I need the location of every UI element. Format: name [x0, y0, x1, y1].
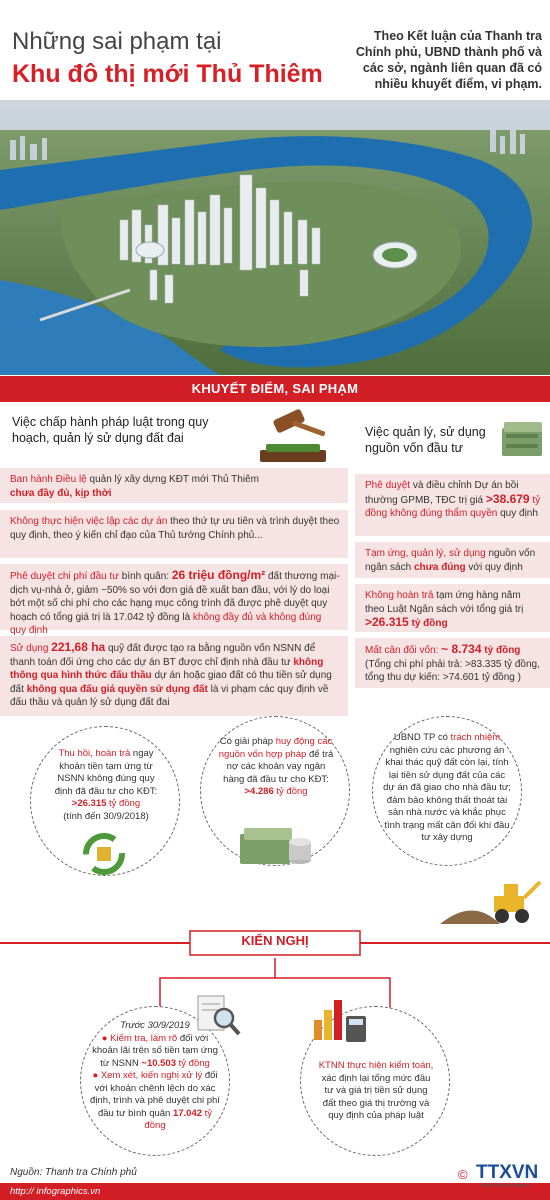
footer-url: http:// infographics.vn	[10, 1186, 101, 1197]
recommend-unit: tỷ đồng	[176, 1057, 210, 1069]
item-highlight: chưa đúng	[413, 561, 466, 573]
header	[0, 0, 550, 100]
left-column-title: Việc chấp hành pháp luật trong quy hoạch, quản lý sử dụng đất đai	[12, 415, 209, 445]
copyright-symbol: ©	[458, 1167, 468, 1182]
item-highlight: không thông qua hình thức đấu thầu	[10, 656, 324, 681]
hero-aerial-image	[0, 100, 550, 375]
item-highlight: Mất cân đối vốn:	[365, 645, 442, 656]
item-text: là vi phạm các quy định về đấu thầu và quản lý sử dụng đất đai	[10, 683, 329, 708]
logo-subtext: Vietnam News Agency	[480, 1183, 530, 1189]
circle-highlight: trách nhiệm	[450, 732, 501, 743]
item-text: quy định	[497, 508, 538, 519]
item-text: (Tổng chi phí phải trả: >83.335 tỷ đồng, tổng thu dự kiến: >74.601 tỷ đồng )	[365, 658, 540, 683]
recommend-text-1: Trước 30/9/2019 ● Kiểm tra, làm rõ đối với khoản lãi trên số tiền tạm ứng từ NSNN ~10.503 tỷ đồng ● Xem xét, kiến nghị xử lý đối với khoản chênh lệch do xác định, trình và phê duyệt chi phí đầu tư bình quân 17.042 tỷ đồng	[90, 1020, 220, 1131]
item-highlight: tỷ đồng không đúng thẩm quyền	[365, 494, 541, 519]
capital-item-1	[355, 474, 550, 536]
recommend-value: 17.042	[172, 1107, 203, 1119]
aerial-city-illustration	[0, 100, 550, 375]
remedy-text-2	[217, 736, 335, 799]
item-highlight: Không thực hiện việc lập các dự án	[10, 516, 168, 527]
item-highlight: Ban hành Điều lệ	[10, 474, 87, 485]
item-text: và điều chỉnh Dự án bồi thường GPMB, TĐC trị giá	[365, 480, 519, 506]
item-highlight: Phê duyệt chi phí đầu tư	[10, 571, 119, 582]
item-highlight: tỷ đồng	[481, 645, 521, 656]
capital-item-2	[355, 542, 550, 578]
recommend-highlight: KTNN thực hiện kiểm toán	[318, 1060, 431, 1071]
circle-highlight: Thu hồi, hoàn trả	[58, 748, 131, 759]
item-value: >26.315	[365, 615, 409, 629]
capital-item-4	[355, 638, 550, 688]
item-highlight: Sử dụng	[10, 643, 52, 654]
deadline-date: Trước 30/9/2019	[120, 1020, 190, 1031]
source-text: Nguồn: Thanh tra Chính phủ	[10, 1167, 137, 1178]
recommend-highlight: Xem xét, kiến nghị xử lý	[100, 1070, 203, 1081]
remedy-text-3	[382, 732, 512, 845]
item-highlight: Tạm ứng, quản lý, sử dụng	[365, 548, 486, 559]
page-title-line2: Khu đô thị mới Thủ Thiêm	[12, 60, 323, 88]
item-text: tạm ứng hàng năm theo Luật Ngân sách với tổng giá trị	[365, 590, 524, 615]
refund-arrows-icon	[82, 832, 126, 876]
item-value: 26 triệu đồng/m²	[171, 568, 266, 582]
item-text: quỹ đất được tạo ra bằng nguồn vốn NSNN để thanh toán đối ứng cho các dự án BT được chỉ định nhà đầu tư	[10, 643, 316, 668]
circle-note: (tính đến 30/9/2018)	[63, 810, 149, 822]
ttxvn-logo	[458, 1162, 544, 1196]
item-text: đất thương mại-dịch vụ-nhà ở, giảm ~50% so với đơn giá đề xuất ban đầu, với lý do loại bớt một số chi phí cho các hạng mục công trình đã được phê duyệt quy hoạch có tổng giá trị là 17.042 tỷ đồng là	[10, 571, 340, 623]
recommend-text: đối với khoản chênh lệch do xác định, trình và phê duyệt chi phí đầu tư bình quân	[90, 1070, 220, 1119]
right-column-title: Việc quản lý, sử dụng nguồn vốn đầu tư	[365, 425, 486, 455]
recommend-banner-text: KIẾN NGHỊ	[241, 933, 309, 948]
item-text: bình quân:	[119, 571, 172, 582]
violation-item-3	[0, 564, 348, 636]
item-text: với quy định	[465, 561, 523, 573]
item-highlight: tỷ đồng	[408, 618, 448, 629]
circle-value: >26.315	[71, 798, 107, 809]
item-value: 221,68 ha	[51, 640, 106, 654]
violation-item-4	[0, 636, 348, 716]
recommend-value: ~10.503	[141, 1057, 176, 1069]
bulldozer-icon	[440, 874, 544, 926]
circle-text: ngay khoản tiền tạm ứng từ NSNN không đúng quy định đã đầu tư cho KĐT:	[54, 748, 158, 797]
item-highlight: không qua đấu giá quyền sử dụng đất	[26, 683, 208, 695]
remedy-text-1	[48, 748, 164, 823]
page-title-line1: Những sai phạm tại	[12, 28, 222, 55]
section-banner-text: KHUYẾT ĐIỂM, SAI PHẠM	[191, 381, 359, 396]
circle-text: nghiên cứu các phương án khai thác quỹ đất còn lại, tính lại tiền sử dụng đất của các dự án đã giao cho nhà đầu tư; đảm bảo không thất thoát tài sản nhà nước và khắc phục tình trạng mất cân đối khi đầu tư xây dựng	[383, 744, 511, 843]
circle-highlight: huy động các nguồn vốn hợp pháp	[218, 736, 333, 760]
capital-item-3	[355, 584, 550, 632]
item-value: >38.679	[485, 491, 530, 506]
circle-text: để trả nợ các khoản vay ngân hàng đã đầu tư cho KĐT:	[223, 748, 334, 785]
violation-item-2	[0, 510, 348, 558]
circle-text: Có giải pháp	[219, 736, 276, 747]
item-highlight: chưa đầy đủ, kịp thời	[10, 487, 112, 499]
violation-item-1	[0, 468, 348, 503]
bar-chart-calculator-icon	[308, 990, 370, 1044]
item-text: quản lý xây dựng KĐT mới Thủ Thiêm	[86, 474, 259, 485]
circle-unit: tỷ đồng	[106, 798, 141, 809]
recommend-text: đối với khoản lãi trên số tiền tạm ứng từ NSNN	[92, 1032, 218, 1069]
item-highlight: Phê duyệt	[365, 480, 411, 491]
recommend-unit: tỷ đồng	[144, 1107, 213, 1131]
circle-unit: tỷ đồng	[273, 786, 308, 797]
item-text: dự án hoặc giao đất có thu tiền sử dụng đất	[10, 670, 332, 695]
item-highlight: không đầy đủ và không đúng quy định	[10, 611, 322, 636]
item-text: nguồn vốn ngân sách	[365, 548, 536, 573]
circle-value: >4.286	[244, 786, 274, 797]
item-text: theo thứ tự ưu tiên và trình duyệt theo quy định, theo ý kiến chỉ đạo của Thủ tướng Chính phủ...	[10, 516, 340, 541]
circle-text: UBND TP có	[393, 732, 451, 743]
item-value: ~ 8.734	[441, 642, 482, 656]
section-banner-violations	[0, 376, 550, 402]
recommend-highlight: Kiểm tra, làm rõ	[110, 1032, 178, 1044]
gavel-icon	[252, 408, 334, 466]
logo-text: TTXVN	[476, 1162, 539, 1183]
item-highlight: Không hoàn trả	[365, 590, 434, 601]
cash-coins-icon	[238, 820, 314, 872]
money-stack-icon	[498, 414, 546, 462]
intro-text: Theo Kết luận của Thanh tra Chính phủ, UBND thành phố và các sở, ngành liên quan đã có nhiều khuyết điểm, vi phạm.	[355, 29, 542, 91]
magnifier-document-icon	[194, 994, 242, 1038]
recommend-text-2	[318, 1060, 434, 1123]
recommend-text: , xác định lại tổng mức đầu tư và giá trị tiền sử dụng đất theo giá thị trường và quy định của pháp luật	[321, 1060, 434, 1121]
